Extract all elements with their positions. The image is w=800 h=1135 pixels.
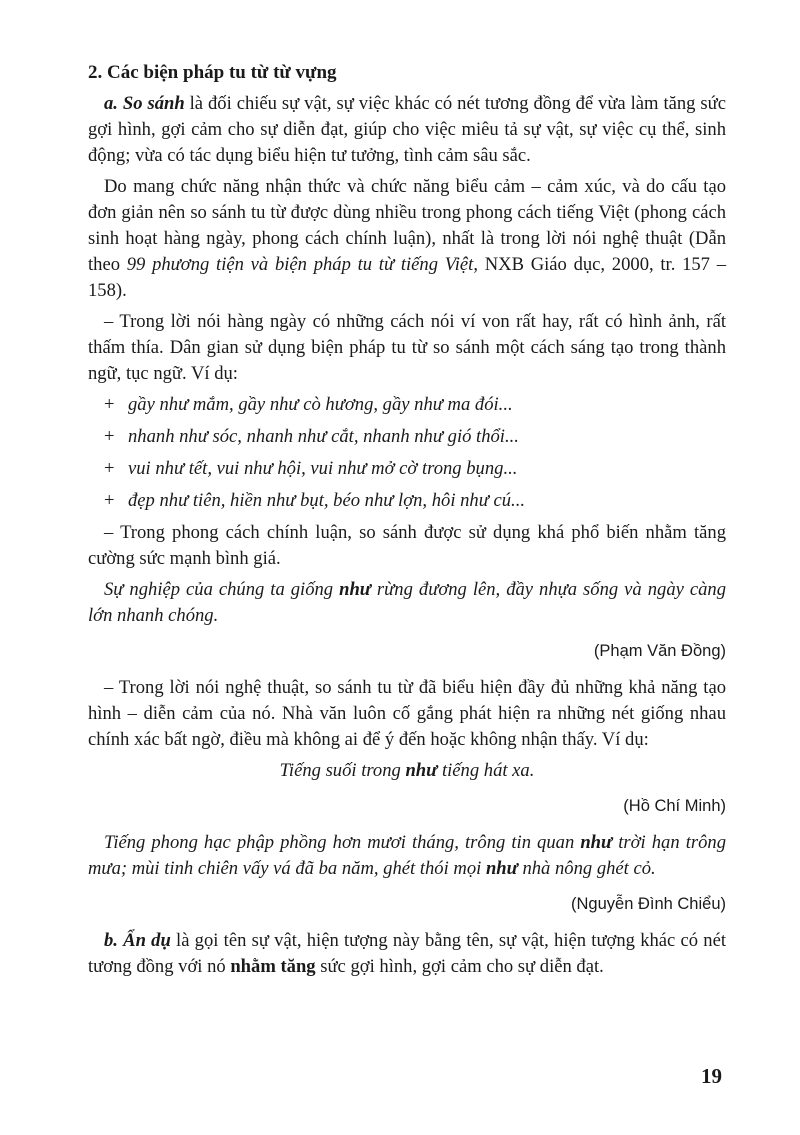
keyword-nhu: như [580,832,613,853]
page-number: 19 [701,1064,722,1088]
quote-ho-chi-minh [88,758,726,784]
quote-text: Tiếng suối trong [279,760,406,781]
example-text: đẹp như tiên, hiền như bụt, béo như lợn, hôi như cú... [128,490,526,511]
function-text: Do mang chức năng nhận thức và chức năng biểu cảm – cảm xúc, và do cấu tạo đơn giản nên so sánh tu từ được dùng nhiều trong phong cách tiếng Việt (phong cách sinh hoạt hàng ngày, phong cách chính luận), nhất là trong lời nói nghệ thuật (Dẫn theo [88,176,726,275]
section-heading: 2. Các biện pháp tu từ từ vựng [88,62,337,83]
keyword-nhu: như [405,760,438,781]
list-item [104,456,726,482]
bullet-mark: + [104,394,115,415]
quote-text: trời hạn trông mưa; mùi tinh chiên vấy vá đã ba năm, ghét thói mọi [88,832,727,879]
example-text: nhanh như sóc, nhanh như cắt, nhanh như gió thổi... [128,426,519,447]
quote-nguyen-dinh-chieu [88,830,726,882]
keyword-nhu: như [339,579,371,600]
quote-text: tiếng hát xa. [437,760,535,781]
paragraph-an-du-definition [88,928,726,980]
source-pham-van-dong: (Phạm Văn Đồng) [593,642,726,660]
bullet-mark: + [104,426,115,447]
page-content [88,60,726,985]
paragraph-function [88,174,726,304]
quote-text: Sự nghiệp của chúng ta giống [104,579,340,600]
paragraph-so-sanh-definition [88,91,726,169]
paragraph-artistic: – Trong lời nói nghệ thuật, so sánh tu từ đã biểu hiện đầy đủ những khả năng tạo hình – diễn cảm của nó. Nhà văn luôn cố gắng phát hiện ra những nét giống nhau chính xác bất ngờ, điều mà không ai để ý đến hoặc không nhận thấy. Ví dụ: [88,677,726,750]
definition-so-sanh: là đối chiếu sự vật, sự việc khác có nét tương đồng để vừa làm tăng sức gợi hình, gợi cảm cho sự diễn đạt, giúp cho việc miêu tả sự vật, sự việc cụ thể, sinh động; vừa có tác dụng biểu hiện tư tưởng, tình cảm sâu sắc. [88,93,726,166]
definition-an-du: là gọi tên sự vật, hiện tượng này bằng tên, sự vật, hiện tượng khác có nét tương đồng với nó [88,930,727,977]
paragraph-political: – Trong phong cách chính luận, so sánh được sử dụng khá phổ biến nhằm tăng cường sức mạnh bình giá. [88,522,726,569]
term-an-du: b. Ẩn dụ [104,930,171,951]
term-so-sanh: a. So sánh [104,93,185,114]
definition-an-du: sức gợi hình, gợi cảm cho sự diễn đạt. [315,956,604,977]
list-item [104,488,726,514]
example-text: vui như tết, vui như hội, vui như mở cờ trong bụng... [128,458,518,479]
quote-text: rừng đương lên, đầy nhựa sống và ngày càng lớn nhanh chóng. [88,579,726,626]
quote-pham-van-dong [88,577,726,629]
bullet-mark: + [104,458,115,479]
quote-text: nhà nông ghét cỏ. [517,858,656,879]
bullet-mark: + [104,490,115,511]
emphasis-text: nhằm tăng [230,956,316,977]
citation-text: , NXB Giáo dục, 2000, tr. 157 – 158). [88,254,726,301]
examples-list [88,392,726,514]
source-nguyen-dinh-chieu: (Nguyễn Đình Chiểu) [571,895,726,913]
paragraph-daily-speech: – Trong lời nói hàng ngày có những cách nói ví von rất hay, rất có hình ảnh, rất thấm thía. Dân gian sử dụng biện pháp tu từ so sánh một cách sáng tạo trong thành ngữ, tục ngữ. Ví dụ: [88,311,726,384]
list-item [104,424,726,450]
example-text: gầy như mắm, gầy như cò hương, gầy như ma đói... [128,394,513,415]
keyword-nhu: như [485,858,518,879]
quote-text: Tiếng phong hạc phập phồng hơn mươi tháng, trông tin quan [104,832,581,853]
source-ho-chi-minh: (Hồ Chí Minh) [623,797,726,815]
book-title: 99 phương tiện và biện pháp tu từ tiếng Việt [126,254,474,275]
list-item [104,392,726,418]
